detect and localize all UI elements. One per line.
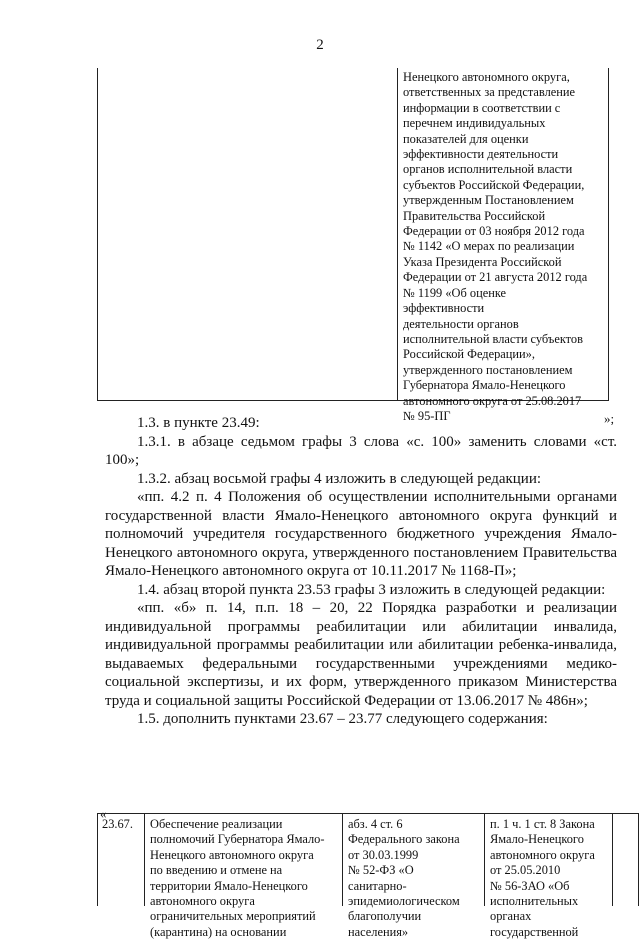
column-divider (144, 814, 145, 906)
document-body (105, 414, 617, 729)
table-cell-text: Ненецкого автономного округа, ответственных за представление информации в соответствии с перечнем индивидуальных показателей для оценки эффективности деятельности органов исполнительной власти субъектов Российской Федерации, утвержденным Постановлением Правительства Российской Федерации от 03 ноября 2012 года № 1142 «О мерах по реализации Указа Президента Российской Федерации от 21 августа 2012 года № 1199 «Об оценке эффективности деятельности органов исполнительной власти субъектов Российской Федерации», утвержденного постановлением Губернатора Ямало-Ненецкого автономного округа от 25.08.2017 № 95-ПГ (403, 70, 588, 423)
paragraph-1-3-1: 1.3.1. в абзаце седьмом графы 3 слова «с. 100» заменить словами «ст. 100»; (105, 433, 617, 468)
row-federal-basis: абз. 4 ст. 6 Федерального закона от 30.03.1999 № 52-ФЗ «О санитарно- эпидемиологическом благополучии населения» (348, 817, 460, 939)
row-regional-basis: п. 1 ч. 1 ст. 8 Закона Ямало-Ненецкого автономного округа от 25.05.2010 № 56-ЗАО «Об исполнительных органах государственной (490, 817, 595, 939)
opening-quote: « (100, 806, 107, 821)
row-description: Обеспечение реализации полномочий Губернатора Ямало- Ненецкого автономного округа по введению и отмене на территории Ямало-Ненецкого автономного округа ограничительных мероприятий (карантина) на основании (150, 817, 325, 939)
new-items-table (97, 813, 639, 939)
paragraph-quote-4-2: «пп. 4.2 п. 4 Положения об осуществлении исполнительными органами государственной власти Ямало-Ненецкого автономного округа функций и полномочий учредителя государственного бюджетного учреждения Ямало-Ненецкого автономного округа, утвержденного постановлением Правительства Ямало-Ненецкого автономного округа от 10.11.2017 № 1168-П»; (105, 489, 617, 579)
closing-quote: »; (604, 411, 615, 426)
row-number: 23.67. (102, 817, 133, 831)
paragraph-1-4: 1.4. абзац второй пункта 23.53 графы 3 изложить в следующей редакции: (137, 581, 606, 598)
page-number: 2 (316, 37, 324, 53)
paragraph-quote-14: «пп. «б» п. 14, п.п. 18 – 20, 22 Порядка разработки и реализации индивидуальной программы реабилитации или абилитации инвалида, индивидуальной программы реабилитации или абилитации ребенка-инвалида, выдаваемых федеральными государственными учреждениями медико-социальной экспертизы, и их форм, утвержденного приказом Министерства труда и социальной защиты Российской Федерации от 13.06.2017 № 486н»; (105, 600, 617, 709)
column-divider (342, 814, 343, 906)
column-divider (612, 814, 613, 906)
paragraph-1-3-2: 1.3.2. абзац восьмой графы 4 изложить в следующей редакции: (137, 470, 542, 487)
paragraph-1-3: 1.3. в пункте 23.49: (137, 415, 260, 431)
paragraph-1-5: 1.5. дополнить пунктами 23.67 – 23.77 следующего содержания: (137, 711, 548, 727)
column-divider (397, 68, 398, 401)
column-divider (484, 814, 485, 906)
